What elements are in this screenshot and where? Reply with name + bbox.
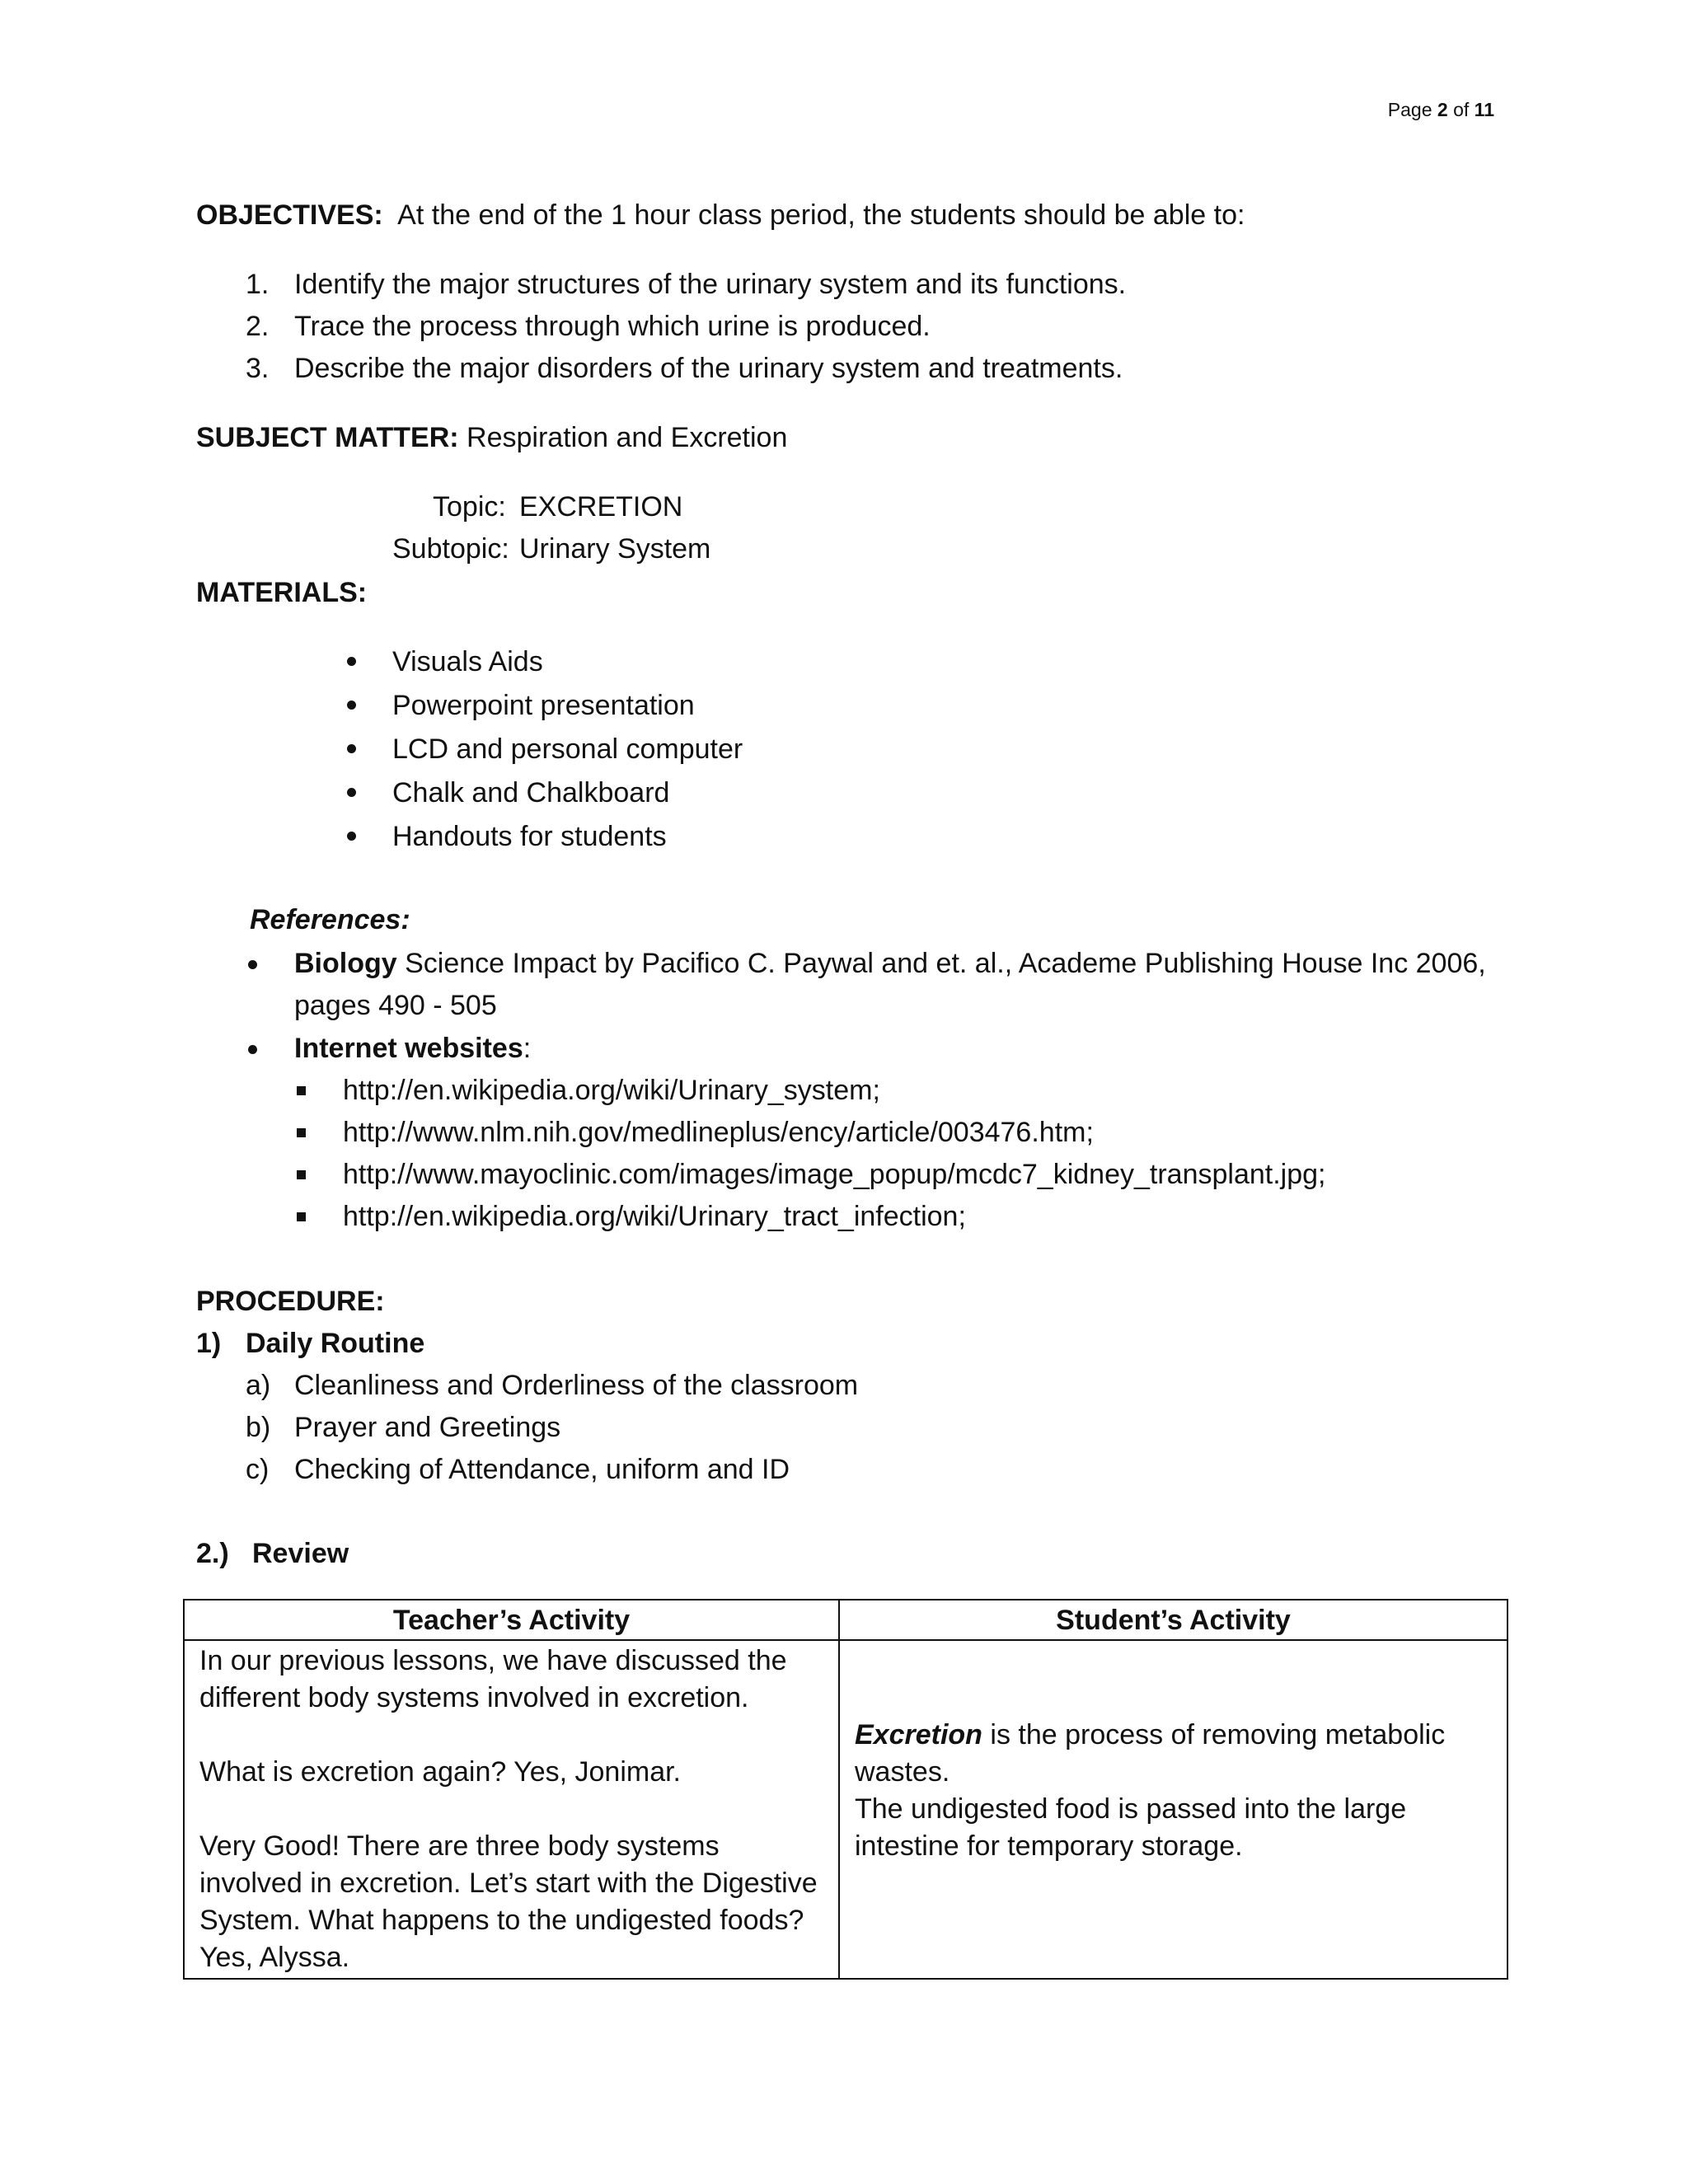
bullet-dot-icon bbox=[347, 701, 356, 710]
review-table-row bbox=[184, 1640, 1507, 1979]
objective-text-2: Trace the process through which urine is produced. bbox=[294, 311, 931, 342]
routine-item: Prayer and Greetings bbox=[294, 1412, 561, 1443]
objective-text-1: Identify the major structures of the urinary system and its functions. bbox=[294, 269, 1127, 300]
materials-label: MATERIALS: bbox=[196, 577, 368, 608]
page-label: Page bbox=[1387, 99, 1432, 120]
material-item: Powerpoint presentation bbox=[392, 690, 695, 721]
bullet-square-icon bbox=[297, 1128, 306, 1137]
review-label: Review bbox=[252, 1538, 349, 1569]
routine-letter: b) bbox=[246, 1412, 271, 1443]
subtopic-value: Urinary System bbox=[519, 533, 711, 565]
review-table bbox=[183, 1599, 1508, 1980]
teacher-activity-header: Teacher’s Activity bbox=[184, 1600, 839, 1640]
routine-letter: a) bbox=[246, 1370, 271, 1401]
objectives-heading bbox=[196, 198, 1245, 232]
material-item: Chalk and Chalkboard bbox=[392, 777, 670, 808]
student-activity-cell bbox=[839, 1640, 1507, 1979]
reference-book bbox=[294, 946, 1486, 981]
teacher-activity-cell bbox=[184, 1640, 839, 1979]
routine-item: Checking of Attendance, uniform and ID bbox=[294, 1454, 790, 1485]
objective-number-2: 2. bbox=[246, 311, 270, 342]
student-answer-term: Excretion bbox=[855, 1719, 982, 1750]
material-item: Handouts for students bbox=[392, 821, 667, 852]
subject-matter bbox=[196, 420, 787, 455]
review-table-header-row bbox=[184, 1600, 1507, 1640]
page-of: of bbox=[1453, 99, 1470, 120]
student-answer: The undigested food is passed into the large intestine for temporary storage. bbox=[855, 1793, 1407, 1862]
bullet-dot-icon bbox=[347, 832, 356, 841]
reference-link[interactable]: http://en.wikipedia.org/wiki/Urinary_system; bbox=[343, 1075, 880, 1106]
bullet-dot-icon bbox=[248, 1045, 257, 1054]
student-activity-header: Student’s Activity bbox=[839, 1600, 1507, 1640]
objective-text-3: Describe the major disorders of the urinary system and treatments. bbox=[294, 353, 1123, 384]
internet-websites-heading bbox=[294, 1031, 531, 1066]
subject-matter-value: Respiration and Excretion bbox=[467, 422, 788, 453]
material-item: LCD and personal computer bbox=[392, 733, 743, 765]
teacher-line: Very Good! There are three body systems involved in excretion. Let’s start with the Digestive System. What happens to the undigested foods? Yes, Alyssa. bbox=[199, 1830, 818, 1973]
reference-link[interactable]: http://en.wikipedia.org/wiki/Urinary_tract_infection; bbox=[343, 1201, 966, 1232]
material-item: Visuals Aids bbox=[392, 646, 543, 677]
page-total: 11 bbox=[1474, 99, 1494, 120]
bullet-dot-icon bbox=[347, 744, 356, 753]
subtopic-label: Subtopic: bbox=[392, 533, 509, 565]
internet-websites-colon: : bbox=[523, 1033, 532, 1064]
teacher-line: What is excretion again? Yes, Jonimar. bbox=[199, 1756, 681, 1788]
teacher-line: In our previous lessons, we have discussed the different body systems involved in excretion. bbox=[199, 1645, 787, 1713]
page-current: 2 bbox=[1437, 99, 1448, 120]
reference-link[interactable]: http://www.nlm.nih.gov/medlineplus/ency/article/003476.htm; bbox=[343, 1117, 1094, 1148]
objectives-intro: At the end of the 1 hour class period, the students should be able to: bbox=[397, 199, 1245, 231]
procedure-label: PROCEDURE: bbox=[196, 1286, 385, 1317]
bullet-square-icon bbox=[297, 1170, 306, 1179]
bullet-square-icon bbox=[297, 1212, 306, 1221]
bullet-dot-icon bbox=[248, 960, 257, 969]
objective-number-1: 1. bbox=[246, 269, 270, 300]
routine-item: Cleanliness and Orderliness of the classroom bbox=[294, 1370, 859, 1401]
bullet-dot-icon bbox=[347, 657, 356, 666]
references-label: References: bbox=[250, 904, 410, 935]
page-number bbox=[1388, 97, 1494, 122]
daily-routine-number: 1) bbox=[196, 1328, 222, 1359]
internet-websites-label: Internet websites bbox=[294, 1033, 523, 1064]
daily-routine-label: Daily Routine bbox=[246, 1328, 425, 1359]
routine-letter: c) bbox=[246, 1454, 270, 1485]
bullet-dot-icon bbox=[347, 788, 356, 797]
topic-label: Topic: bbox=[433, 491, 506, 523]
bullet-square-icon bbox=[297, 1086, 306, 1095]
objectives-label: OBJECTIVES: bbox=[196, 199, 383, 231]
review-number: 2.) bbox=[196, 1538, 229, 1569]
reference-link[interactable]: http://www.mayoclinic.com/images/image_popup/mcdc7_kidney_transplant.jpg; bbox=[343, 1159, 1326, 1190]
reference-book-pages: pages 490 - 505 bbox=[294, 990, 497, 1021]
subject-matter-label: SUBJECT MATTER: bbox=[196, 422, 459, 453]
student-answer-text: is the process of removing metabolic wastes. bbox=[855, 1719, 1446, 1788]
reference-book-details: Science Impact by Pacifico C. Paywal and et. al., Academe Publishing House Inc 2006, bbox=[405, 948, 1486, 979]
reference-book-title: Biology bbox=[294, 948, 397, 979]
topic-value: EXCRETION bbox=[519, 491, 683, 523]
student-answer bbox=[855, 1717, 1492, 1791]
objective-number-3: 3. bbox=[246, 353, 270, 384]
